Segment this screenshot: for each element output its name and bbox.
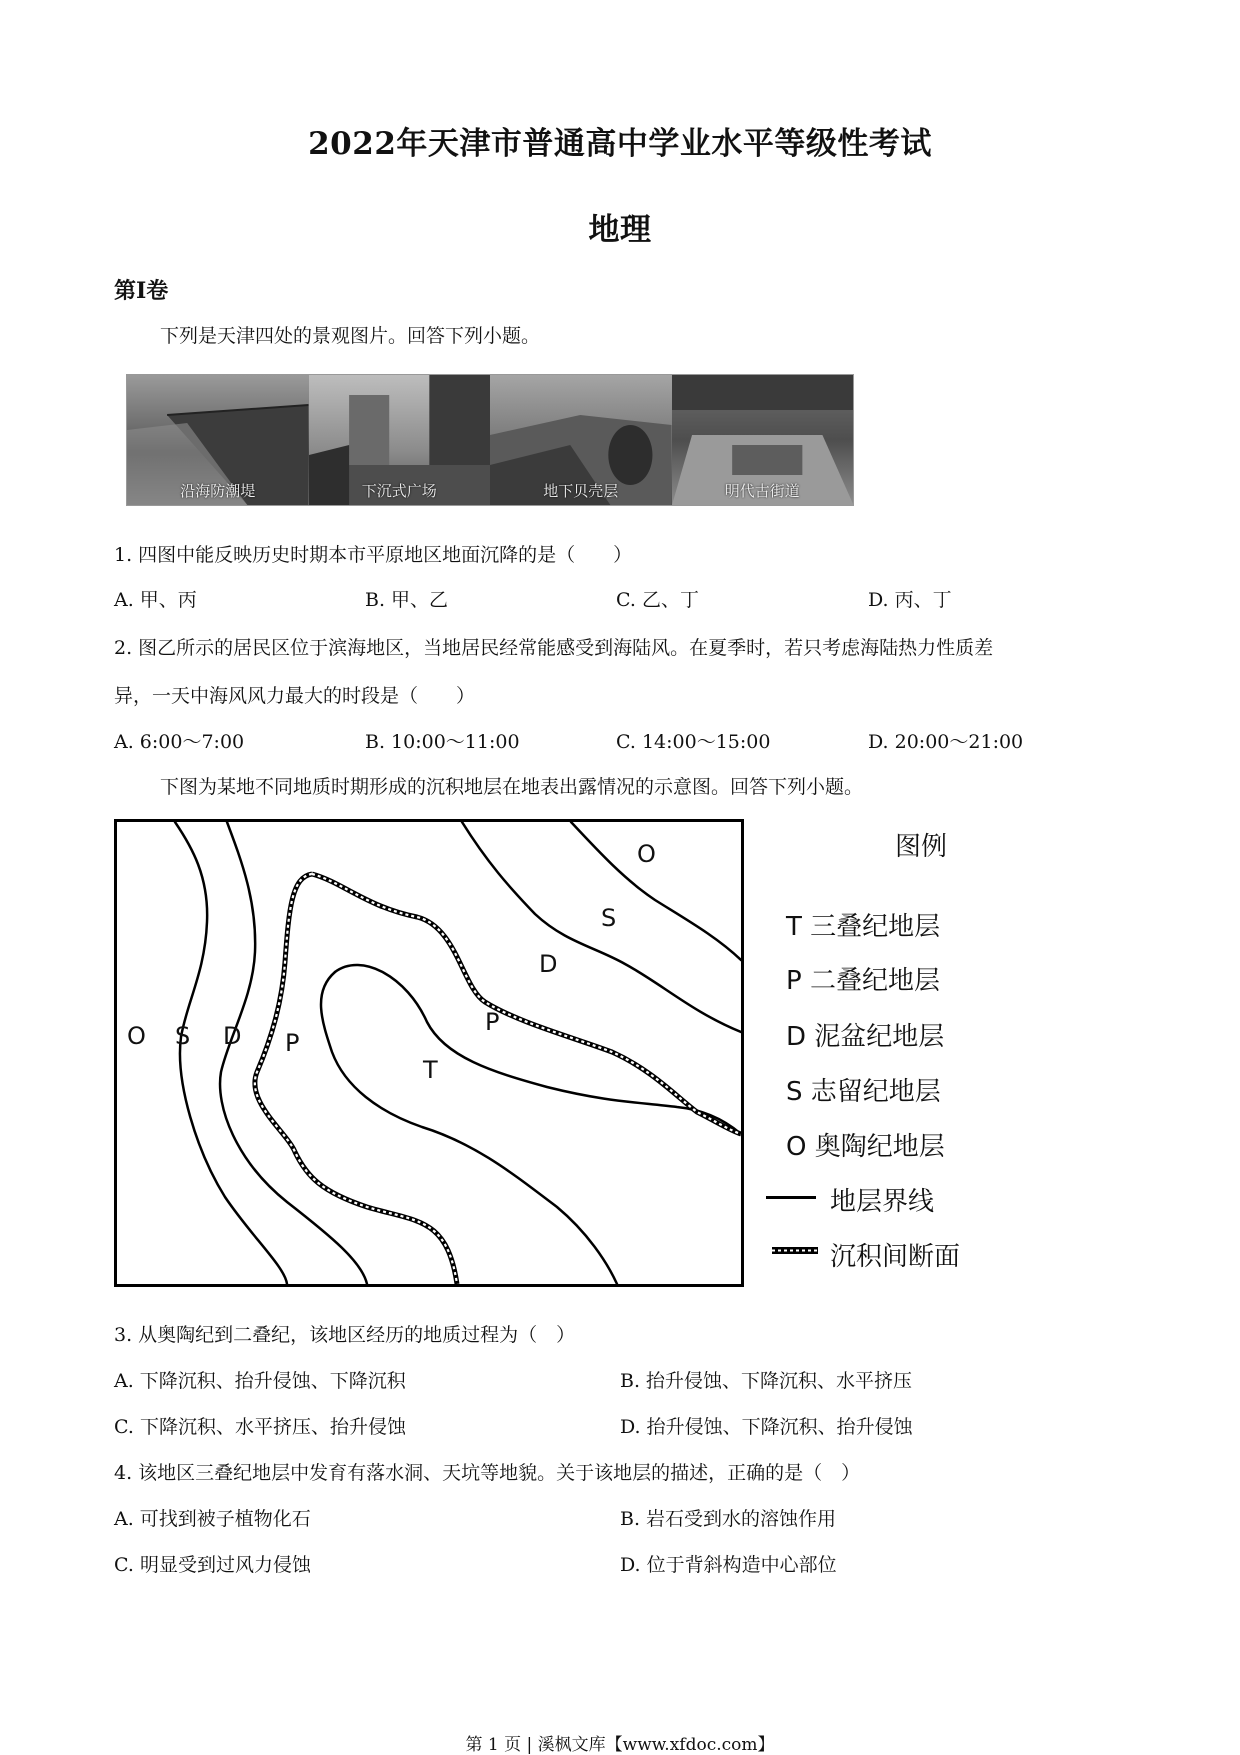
exam-title: 2022年天津市普通高中学业水平等级性考试 [308,126,932,162]
q2-option-d: D. 20:00～21:00 [868,731,1024,753]
q1-option-a: A. 甲、丙 [114,589,197,611]
map-label-o-left: O [127,1022,146,1050]
map-label-t: T [423,1056,438,1084]
question-3: 3. 从奥陶纪到二叠纪，该地区经历的地质过程为（ ） [114,1324,576,1346]
question-1: 1. 四图中能反映历史时期本市平原地区地面沉降的是（ ） [114,544,633,566]
map-label-p-right: P [485,1008,500,1036]
intro-text-2: 下图为某地不同地质时期形成的沉积地层在地表出露情况的示意图。回答下列小题。 [160,776,864,798]
legend-boundary-swatch [766,1196,816,1199]
question-2-line-1: 2. 图乙所示的居民区位于滨海地区，当地居民经常能感受到海陆风。在夏季时，若只考虑海陆热力性质差 [114,637,994,659]
legend-item-p [786,960,940,997]
map-label-d-right: D [539,950,558,978]
photo-ming-street [672,375,854,505]
legend-unconformity-label: 沉积间断面 [830,1242,961,1272]
stratum-boundary [335,965,741,1134]
legend-code: S [786,1077,803,1107]
legend-code: T [786,912,802,942]
q2-option-b: B. 10:00～11:00 [365,731,520,753]
stratum-lines [117,822,741,1284]
legend-code: P [786,966,802,996]
q4-option-a: A. 可找到被子植物化石 [114,1508,311,1530]
legend-item-s [786,1071,941,1108]
photo-seawall [127,375,309,505]
legend-code: D [786,1022,807,1052]
subject-title: 地理 [588,212,652,248]
legend-name: 志留纪地层 [810,1077,941,1107]
photo-caption: 下沉式广场 [361,482,437,500]
q3-option-b: B. 抬升侵蚀、下降沉积、水平挤压 [620,1370,913,1392]
intro-text-1: 下列是天津四处的景观图片。回答下列小题。 [160,325,541,347]
q3-option-d: D. 抬升侵蚀、下降沉积、抬升侵蚀 [620,1416,913,1438]
legend-name: 三叠纪地层 [810,912,941,942]
legend-code: O [786,1132,807,1162]
q1-option-b: B. 甲、乙 [365,589,449,611]
legend-name: 二叠纪地层 [809,966,940,996]
photo-sunken-plaza [309,375,491,505]
legend-title: 图例 [895,832,948,862]
map-label-p-left: P [285,1029,300,1057]
q2-option-a: A. 6:00～7:00 [114,731,245,753]
legend-boundary-label: 地层界线 [830,1187,935,1217]
question-2-line-2: 异，一天中海风风力最大的时段是（ ） [114,685,476,707]
photo-caption: 地下贝壳层 [543,482,619,500]
geologic-map [114,819,744,1287]
photo-caption: 明代古街道 [724,482,800,500]
map-label-s-right: S [601,904,617,932]
q3-option-a: A. 下降沉积、抬升侵蚀、下降沉积 [114,1370,406,1392]
section-heading: 第Ⅰ卷 [114,278,169,304]
map-label-s-left: S [175,1022,191,1050]
stratum-boundary [571,822,741,960]
stratum-boundary [175,822,287,1284]
q3-option-c: C. 下降沉积、水平挤压、抬升侵蚀 [114,1416,406,1438]
legend-item-o [786,1126,945,1163]
q2-option-c: C. 14:00～15:00 [616,731,771,753]
map-label-d-left: D [223,1022,242,1050]
map-label-o-right: O [637,840,656,868]
question-4: 4. 该地区三叠纪地层中发育有落水洞、天坑等地貌。关于该地层的描述，正确的是（ ） [114,1462,861,1484]
legend-unconformity-swatch [772,1246,818,1256]
legend-name: 奥陶纪地层 [814,1132,945,1162]
stratum-boundary [321,972,617,1284]
q4-option-b: B. 岩石受到水的溶蚀作用 [620,1508,837,1530]
legend-item-t [786,906,940,943]
landscape-photo-strip [126,374,854,506]
legend-name: 泥盆纪地层 [814,1022,945,1052]
q1-option-d: D. 丙、丁 [868,589,952,611]
legend-item-d [786,1016,944,1053]
q1-option-c: C. 乙、丁 [616,589,699,611]
q4-option-d: D. 位于背斜构造中心部位 [620,1554,837,1576]
q4-option-c: C. 明显受到过风力侵蚀 [114,1554,311,1576]
page-footer: 第 1 页 | 溪枫文库【www.xfdoc.com】 [465,1735,775,1755]
photo-shell-layer [490,375,672,505]
photo-caption: 沿海防潮堤 [180,482,256,500]
